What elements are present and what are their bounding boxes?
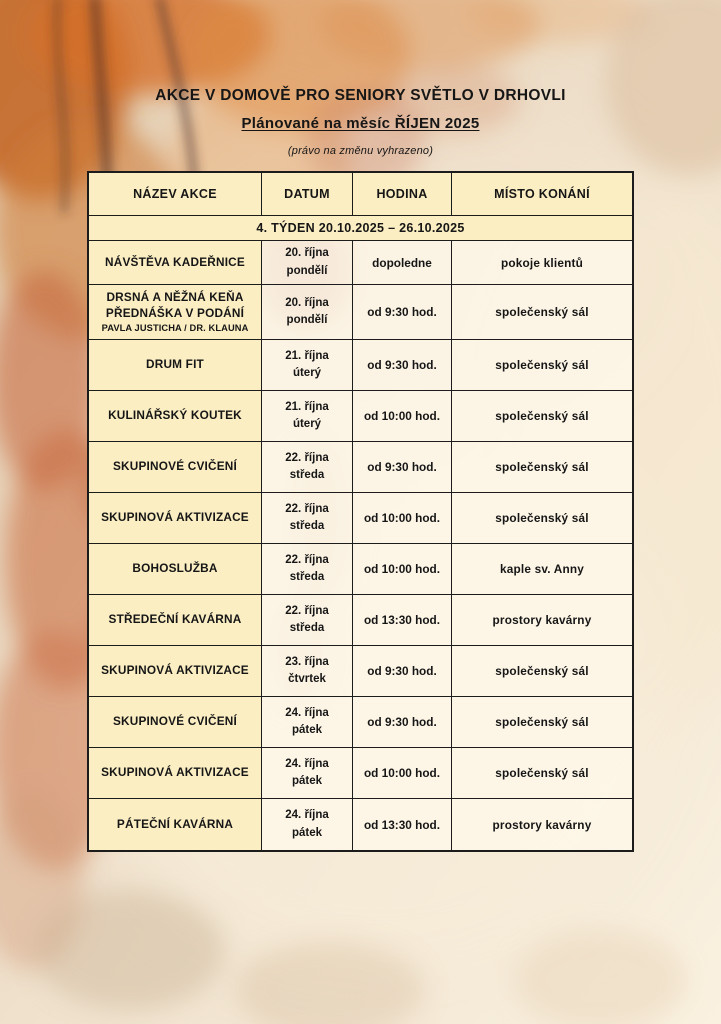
table-row [89,646,632,697]
event-place-cell: společenský sál [452,748,632,799]
table-row [89,799,632,850]
event-time-cell: od 9:30 hod. [353,646,452,697]
table-row [89,493,632,544]
event-name-cell: SKUPINOVÉ CVIČENÍ [89,442,262,493]
week-banner-row [89,216,632,241]
event-name-cell: STŘEDEČNÍ KAVÁRNA [89,595,262,646]
event-date-cell: 21. října úterý [262,340,353,391]
event-time-cell: od 10:00 hod. [353,748,452,799]
event-name-cell: NÁVŠTĚVA KADEŘNICE [89,241,262,285]
event-place-cell: prostory kavárny [452,799,632,850]
table-row [89,391,632,442]
event-time-cell: od 9:30 hod. [353,285,452,340]
event-date-cell: 24. října pátek [262,799,353,850]
event-time-cell: od 13:30 hod. [353,799,452,850]
event-time-cell: od 10:00 hod. [353,493,452,544]
table-row [89,340,632,391]
event-name-cell: DRSNÁ A NĚŽNÁ KEŇA PŘEDNÁŠKA V PODÁNÍ PAVLA JUSTICHA / DR. KLAUNA [89,285,262,340]
table-row [89,595,632,646]
event-place-cell: prostory kavárny [452,595,632,646]
table-row [89,697,632,748]
header-misto-konani: MÍSTO KONÁNÍ [452,173,632,216]
document-header [0,0,721,157]
event-name-cell: SKUPINOVÁ AKTIVIZACE [89,646,262,697]
table-row [89,285,632,340]
event-name-cell: DRUM FIT [89,340,262,391]
event-time-cell: dopoledne [353,241,452,285]
change-reserved-note: (právo na změnu vyhrazeno) [287,145,434,157]
event-place-cell: pokoje klientů [452,241,632,285]
table-header-row [89,173,632,216]
table-row [89,442,632,493]
event-time-cell: od 9:30 hod. [353,442,452,493]
table-row [89,544,632,595]
header-hodina: HODINA [353,173,452,216]
event-place-cell: společenský sál [452,442,632,493]
event-place-cell: kaple sv. Anny [452,544,632,595]
event-date-cell: 23. října čtvrtek [262,646,353,697]
event-time-cell: od 10:00 hod. [353,391,452,442]
event-time-cell: od 9:30 hod. [353,697,452,748]
page-subtitle: Plánované na měsíc ŘÍJEN 2025 [241,115,480,132]
event-name-cell: SKUPINOVÁ AKTIVIZACE [89,748,262,799]
table-row [89,241,632,285]
week-banner: 4. TÝDEN 20.10.2025 – 26.10.2025 [89,216,632,241]
event-date-cell: 22. října středa [262,442,353,493]
event-date-cell: 20. října pondělí [262,285,353,340]
event-time-cell: od 9:30 hod. [353,340,452,391]
event-date-cell: 22. října středa [262,595,353,646]
event-date-cell: 22. října středa [262,493,353,544]
event-date-cell: 21. října úterý [262,391,353,442]
event-name-cell: PÁTEČNÍ KAVÁRNA [89,799,262,850]
event-name-cell: KULINÁŘSKÝ KOUTEK [89,391,262,442]
event-date-cell: 24. října pátek [262,697,353,748]
event-time-cell: od 13:30 hod. [353,595,452,646]
event-time-cell: od 10:00 hod. [353,544,452,595]
event-place-cell: společenský sál [452,391,632,442]
event-name-cell: SKUPINOVÁ AKTIVIZACE [89,493,262,544]
event-date-cell: 20. října pondělí [262,241,353,285]
event-place-cell: společenský sál [452,285,632,340]
table-row [89,748,632,799]
event-name-cell: BOHOSLUŽBA [89,544,262,595]
header-datum: DATUM [262,173,353,216]
event-place-cell: společenský sál [452,493,632,544]
page-title: AKCE V DOMOVĚ PRO SENIORY SVĚTLO V DRHOVLI [155,87,566,104]
event-place-cell: společenský sál [452,697,632,748]
event-date-cell: 24. října pátek [262,748,353,799]
event-place-cell: společenský sál [452,646,632,697]
events-schedule-table [87,171,634,852]
event-date-cell: 22. října středa [262,544,353,595]
header-nazev-akce: NÁZEV AKCE [89,173,262,216]
event-name-cell: SKUPINOVÉ CVIČENÍ [89,697,262,748]
event-place-cell: společenský sál [452,340,632,391]
